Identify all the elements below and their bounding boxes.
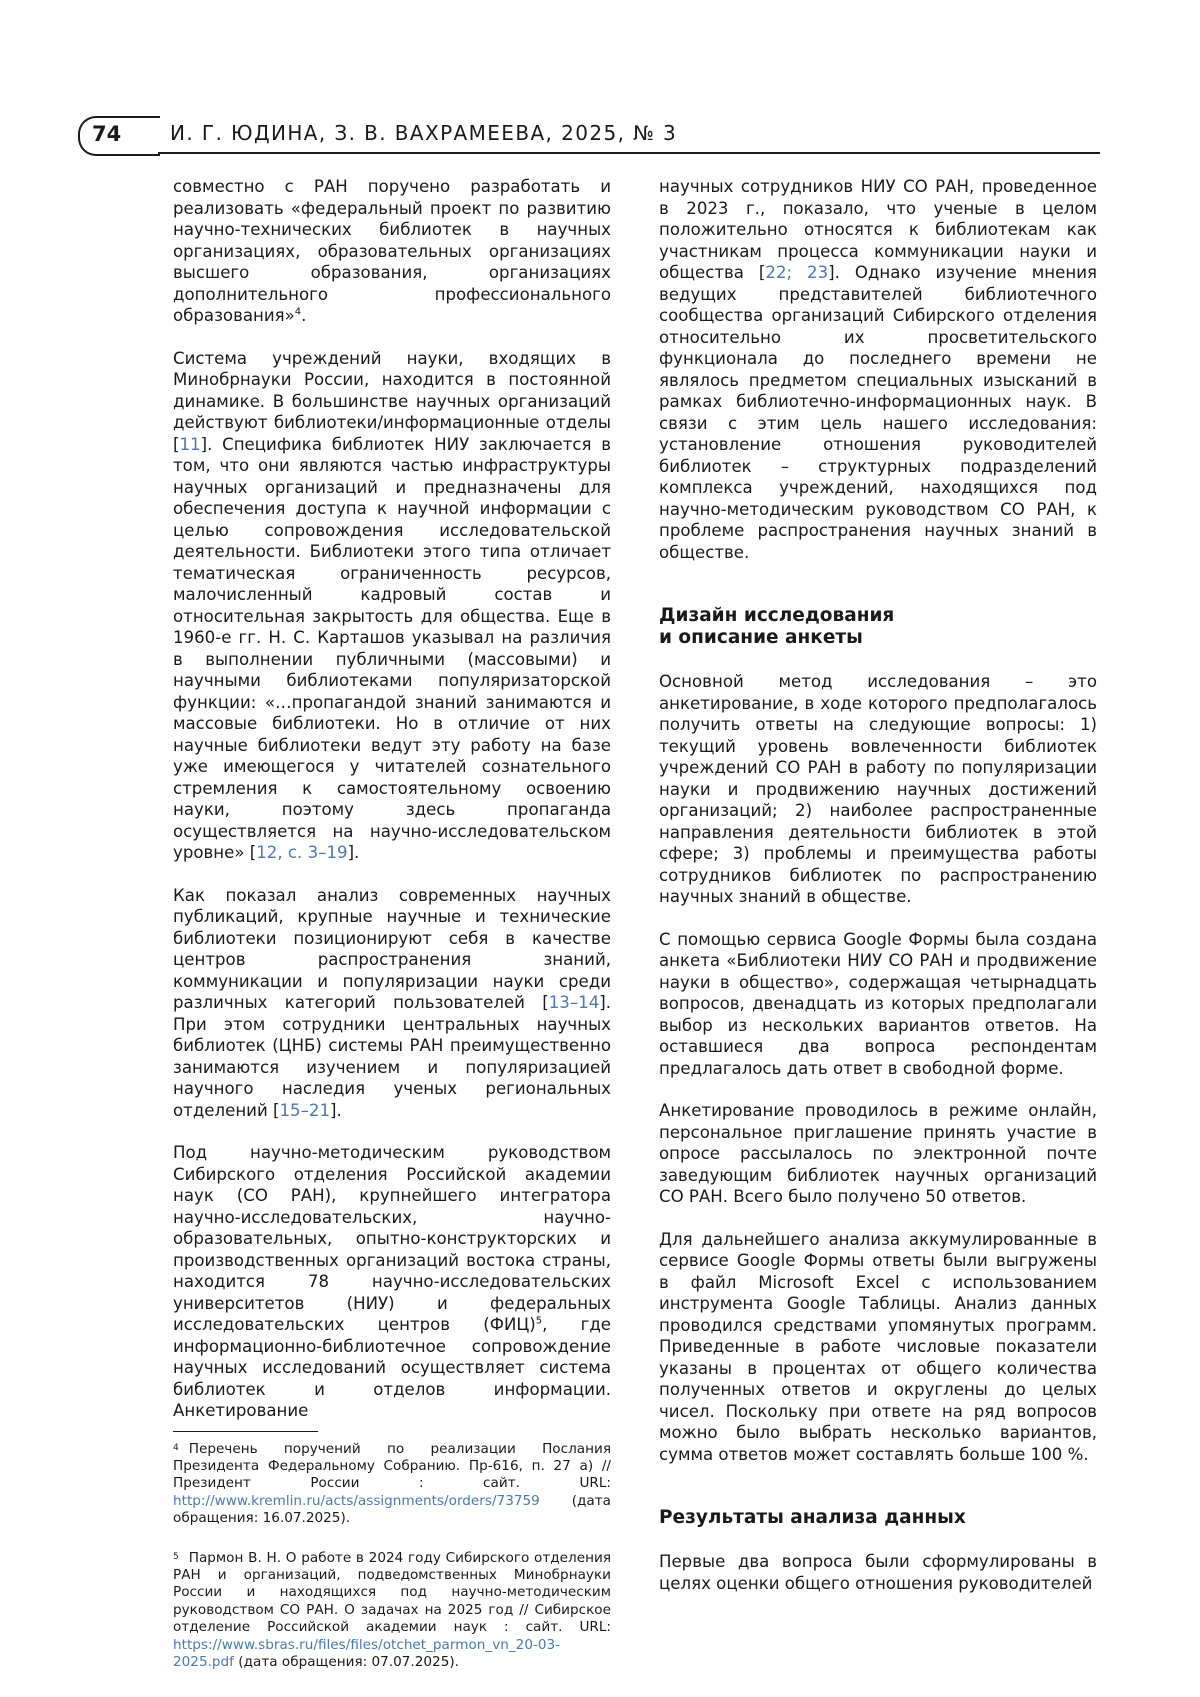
paragraph <box>659 176 1097 563</box>
paragraph <box>173 1142 611 1422</box>
left-column <box>173 176 611 1692</box>
paragraph: Анкетирование проводилось в режиме онлайн, персональное приглашение принять участие в опросе рассылалось по электронной почте заведующим библиотек научных организаций СО РАН. Всего было получено 50 ответов. <box>659 1101 1097 1206</box>
citation-link[interactable]: 12, с. 3–19 <box>256 843 348 862</box>
text: , где информационно-библиотечное сопровождение научных исследований осуществляет система библиотек и отделов информации. Анкетирование <box>173 1315 611 1420</box>
text: Под научно-методическим руководством Сибирского отделения Российской академии наук (СО РАН), крупнейшего интегратора научно-исследовательских, научно-образовательных, опытно-конструкторских и производственных организаций востока страны, находится 78 научно-исследовательских университетов (НИУ) и федеральных исследовательских центров (ФИЦ) <box>173 1143 611 1334</box>
paragraph: Для дальнейшего анализа аккумулированные в сервисе Google Формы ответы были выгружены в файл Microsoft Excel с использованием инструмента Google Таблицы. Анализ данных проводился средствами упомянутых программ. Приведенные в работе числовые показатели указаны в процентах от общего количества полученных ответов и округлены до целых чисел. Поскольку при ответе на ряд вопросов можно было выбрать несколько вариантов, сумма ответов может составлять больше 100 %. <box>659 1229 1097 1464</box>
text: совместно с РАН поручено разработать и реализовать «федеральный проект по развитию научно-технических библиотек в научных организациях, образовательных организациях высшего образования, организациях дополнительного профессионального образования» <box>173 177 611 325</box>
right-column <box>659 176 1097 1594</box>
text: Как показал анализ современных научных публикаций, крупные научные и технические библиотеки позиционируют себя в качестве центров распространения знаний, коммуникации и популяризации науки среди различных категорий пользователей [ <box>173 885 611 1012</box>
paragraph: Первые два вопроса были сформулированы в целях оценки общего отношения руководителей <box>659 1552 1097 1593</box>
header-rule <box>158 152 1100 154</box>
text: ]. Специфика библиотек НИУ заключается в том, что они являются частью инфраструктуры научных организаций и предназначены для обеспечения доступа к научной информации с целью сопровождения исследовательской деятельности. Библиотеки этого типа отличает тематическая ограниченность ресурсов, малочисленный кадровый состав и относительная закрытость для общества. Еще в 1960-е гг. Н. С. Карташов указывал на различия в выполнении публичными (массовыми) и научными библиотеками популяризаторской функции: «…пропагандой знаний занимаются и массовые библиотеки. Но в отличие от них научные библиотеки ведут эту работу на базе уже имеющегося у читателей сознательного стремления к самостоятельному освоению науки, поэтому здесь пропаганда осуществляется на научно-исследовательском уровне» [ <box>173 434 611 862</box>
heading-line: Дизайн исследования <box>659 605 895 626</box>
section-heading-results: Результаты анализа данных <box>659 1507 966 1528</box>
text: (дата обращения: 16.07.2025). <box>173 1492 611 1527</box>
text: ]. <box>347 843 360 862</box>
section-heading-design <box>659 605 1097 649</box>
footnote-4 <box>173 1440 611 1528</box>
footnote-mark: 4 <box>173 1442 179 1453</box>
citation-link[interactable]: 15–21 <box>279 1100 331 1120</box>
text: Пармон В. Н. О работе в 2024 году Сибирского отделения РАН и организаций, подведомственных Минобрнауки России и находящихся под научно-методическим руководством СО РАН. О задачах на 2025 год // Сибирское отделение Российской академии наук : сайт. URL: <box>173 1549 611 1636</box>
paragraph <box>173 348 611 864</box>
paragraph <box>173 885 611 1122</box>
paragraph: С помощью сервиса Google Формы была создана анкета «Библиотеки НИУ СО РАН и продвижение науки в общество», содержащая четырнадцать вопросов, двенадцать из которых предполагали выбор из нескольких вариантов ответов. На оставшиеся два вопроса респондентам предлагалось дать ответ в свободной форме. <box>659 929 1097 1078</box>
text: ]. <box>330 1100 342 1120</box>
running-head <box>78 116 1100 154</box>
text: ]. При этом сотрудники центральных научных библиотек (ЦНБ) системы РАН преимущественно занимаются изучением и популяризацией научного наследия ученых региональных отделений [ <box>173 993 611 1120</box>
citation-link[interactable]: 11 <box>179 434 201 454</box>
paragraph: Основной метод исследования – это анкетирование, в ходе которого предполагалось получить ответы на следующие вопросы: 1) текущий уровень вовлеченности библиотек учреждений СО РАН в работу по популяризации науки и продвижению научных достижений организаций; 2) наиболее распространенные направления деятельности библиотек в этой сфере; 3) проблемы и преимущества работы сотрудников библиотек по распространению научных знаний в обществе. <box>659 672 1097 906</box>
text: Система учреждений науки, входящих в Минобрнауки России, находится в постоянной динамике. В большинстве научных организаций действуют библиотеки/информационные отделы [ <box>173 348 611 454</box>
heading-line: и описание анкеты <box>659 627 863 648</box>
footnote-url[interactable]: https://www.sbras.ru/files/files/otchet_parmon_vn_20-03-2025.pdf <box>173 1636 561 1670</box>
paragraph <box>173 176 611 327</box>
text: (дата обращения: 07.07.2025). <box>233 1653 459 1670</box>
text: Перечень поручений по реализации Послания Президента Федеральному Собранию. Пр-616, п. 27 а) // Президент России : сайт. URL: <box>173 1440 611 1492</box>
footnote-ref-4[interactable]: 4 <box>294 306 302 318</box>
footnote-mark: 5 <box>173 1551 179 1562</box>
text: . <box>301 306 307 325</box>
citation-link[interactable]: 13–14 <box>548 993 600 1012</box>
page-number-box <box>78 116 160 156</box>
text: научных сотрудников НИУ СО РАН, проведенное в 2023 г., показало, что ученые в целом положительно относятся к библиотекам как участникам процесса коммуникации науки и общества [ <box>659 177 1097 282</box>
footnote-ref-5[interactable]: 5 <box>535 1315 543 1327</box>
footnote-url[interactable]: http://www.kremlin.ru/acts/assignments/orders/73759 <box>173 1492 540 1509</box>
running-title: И. Г. ЮДИНА, З. В. ВАХРАМЕЕВА, 2025, № 3 <box>170 121 678 145</box>
footnote-5 <box>173 1549 611 1672</box>
page-number: 74 <box>92 122 122 146</box>
footnote-rule <box>173 1431 318 1432</box>
text: ]. Однако изучение мнения ведущих представителей библиотечного сообщества организаций Сибирского отделения относительно их просветительского функционала до последнего времени не являлось предметом специальных изысканий в рамках библиотечно-информационных наук. В связи с этим цель нашего исследования: установление отношения руководителей библиотек – структурных подразделений комплекса учреждений, находящихся под научно-методическим руководством СО РАН, к проблеме распространения научных знаний в обществе. <box>659 263 1097 562</box>
citation-link[interactable]: 22; 23 <box>765 263 829 282</box>
